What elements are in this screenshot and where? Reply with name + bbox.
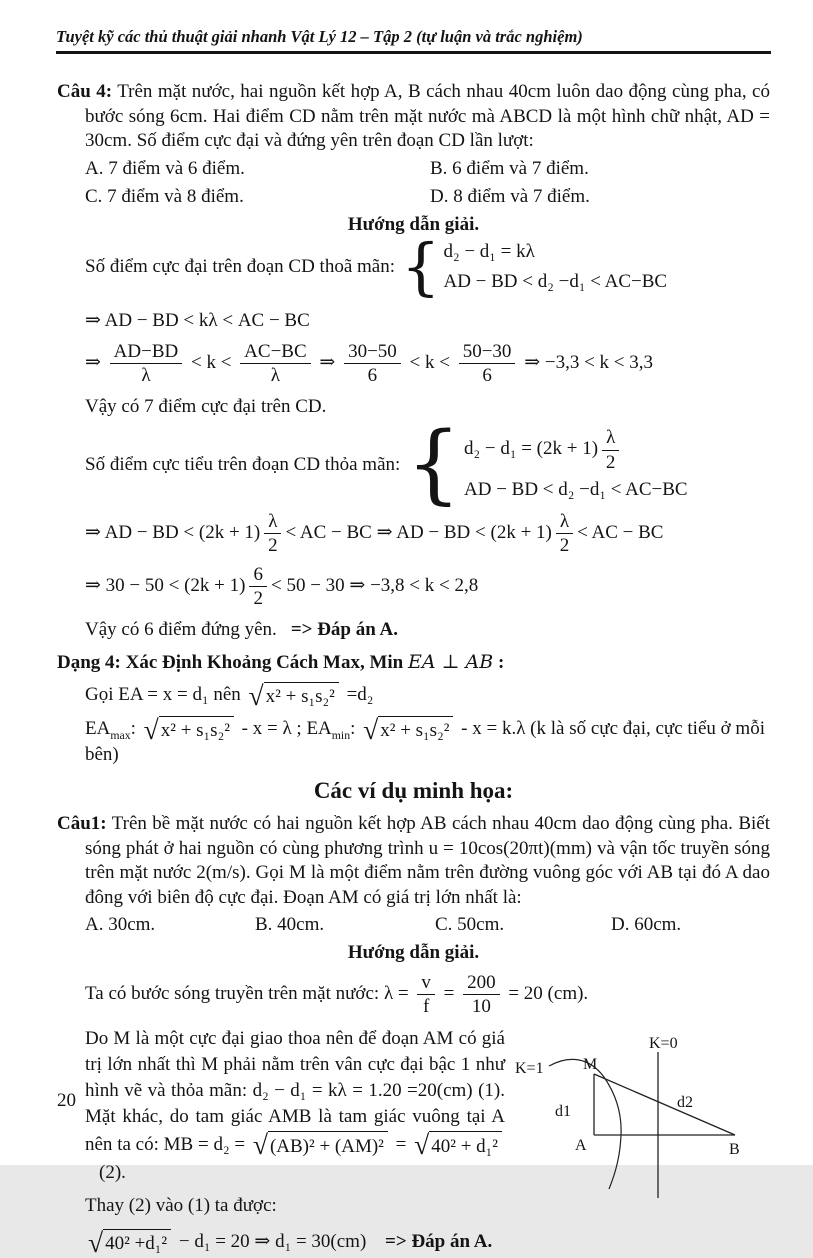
square-root: √ x² + s₁s₂² [363, 716, 453, 744]
lambda-line: Ta có bước sóng truyền trên mặt nước: λ = $\frac{v}{f}$ = $\frac{200}{10}$ = 20 (cm). [85, 972, 589, 1018]
figure-label-k1: K=1 [515, 1059, 544, 1077]
max-condition-cases [401, 229, 668, 303]
arrow: ⇒ [319, 352, 336, 374]
answer-a: => Đáp án A. [385, 1230, 493, 1252]
step-3: ⇒ AD − BD < (2k + 1) $\frac{\lambda}{2}$ < AC − BC ⇒ AD − BD < (2k + 1) $\frac{\lambda}{2}$ < AC − BC [85, 510, 664, 556]
fraction: $\frac{\lambda}{2}$ [264, 511, 281, 557]
segment-mb [594, 1074, 735, 1135]
page-header [56, 27, 771, 54]
relation: < k < [190, 352, 232, 374]
page-number: 20 [57, 1090, 76, 1111]
arrow: ⇒ [85, 352, 101, 374]
step-1: ⇒ AD − BD < kλ < AC − BC [85, 309, 310, 331]
question-1-text1: Trên bề mặt nước có hai nguồn kết hợp AB cách nhau 40cm dao động cùng pha. Biết sóng phát ở hai nguồn có cùng phương trình [85, 813, 770, 859]
min-condition-cases [406, 414, 688, 515]
answer-a: => Đáp án A. [290, 618, 398, 640]
ea-max-label: $EA_{max}$: [85, 717, 136, 742]
guide-heading-2: Hướng dẫn giải. [347, 942, 480, 964]
option-a: A. 30cm. [85, 913, 156, 935]
cases1-row1: d₂ − d₁ = kλ [443, 241, 535, 263]
step-4: ⇒ 30 − 50 < (2k + 1) $\frac{6}{2}$ < 50 − 30 ⇒ −3,8 < k < 2,8 [85, 564, 479, 610]
interference-figure [513, 1026, 769, 1212]
figure-label-k0: K=0 [649, 1034, 678, 1052]
question-1-text2: và vận tốc truyền sóng trên mặt nước 2(m/s). Gọi M là một điểm nằm trên đường vuông góc với AB tại đó A dao đông với biên độ cực đại. Đoạn AM có giá trị lớn nhất là: [85, 837, 771, 909]
solution-text-column [57, 1026, 505, 1257]
final-line: √ 40² +d₁² − d₁ = 20 ⇒ d₁ = 30(cm) => Đáp án A. [88, 1226, 493, 1258]
fraction: $\frac{\lambda}{2}$ [602, 427, 619, 473]
option-a: A. 7 điểm và 6 điểm. [85, 158, 245, 180]
page-content [57, 80, 770, 1256]
min-condition-line [85, 414, 770, 515]
k1-hyperbola-curve [549, 1059, 621, 1189]
cases-rows [443, 240, 667, 294]
fraction: $\frac{AD-BD}{\lambda}$ [110, 341, 183, 387]
figure-label-d2: d2 [677, 1093, 693, 1111]
question-4-label: Câu 4: [57, 81, 113, 102]
wave-equation: u = 10cos(20πt)(mm) [428, 837, 592, 859]
perpendicular-formula: EA ⊥ AB [408, 651, 494, 674]
question-4 [57, 80, 770, 154]
fraction: $\frac{50-30}{6}$ [459, 341, 516, 387]
option-d: D. 8 điểm và 7 điểm. [430, 185, 590, 207]
thay-line: Thay (2) vào (1) ta được: [85, 1194, 277, 1216]
option-b: B. 6 điểm và 7 điểm. [430, 158, 589, 180]
figure-label-m: M [583, 1055, 598, 1073]
max-condition-intro: Số điểm cực đại trên đoạn CD thoã mãn: [85, 255, 396, 277]
max-condition-line [85, 229, 770, 303]
solution-with-figure [57, 1026, 770, 1257]
square-root: √ 40² +d₁² [88, 1229, 171, 1257]
square-root: √ x² + s₁s₂² [249, 682, 339, 710]
cases-brace-icon: { [401, 229, 441, 303]
figure-label-a: A [575, 1136, 587, 1154]
question-4-text: Trên mặt nước, hai nguồn kết hợp A, B cách nhau 40cm luôn dao động cùng pha, có bước sóng 6cm. Hai điểm CD nằm trên mặt nước mà ABCD là một hình chữ nhật, AD = 30cm. Số điểm cực đại và đứng yên trên đoạn CD lần lượt: [85, 81, 770, 152]
result: ⇒ −3,3 < k < 3,3 [524, 352, 654, 374]
solution-paragraph: Do M là một cực đại giao thoa nên để đoạn AM có giá trị lớn nhất thì M phải nằm trên vân cực đại bậc 1 như hình vẽ và thỏa mãn: d₂ − d₁ = kλ = 1.20 =20(cm) (1). Mặt khác, do tam giác AMB là tam giác vuông tại A nên ta có: MB = d₂ = √ (AB)² + (AM)² = √ 40² + d₁² (2). [85, 1027, 505, 1183]
option-b: B. 40cm. [255, 913, 325, 935]
question-4-options [85, 157, 770, 209]
square-root: √ x² + s₁s₂² [144, 716, 234, 744]
step-2 [85, 341, 770, 387]
option-c: C. 7 điểm và 8 điểm. [85, 185, 244, 207]
examples-heading: Các ví dụ minh họa: [313, 778, 514, 804]
cases2-row2: AD − BD < d₂ −d₁ < AC−BC [464, 478, 688, 500]
question-1-label: Câu1: [57, 813, 107, 835]
fraction: $\frac{\lambda}{2}$ [556, 511, 573, 557]
square-root: √ (AB)² + (AM)² [253, 1131, 388, 1160]
fraction: $\frac{30-50}{6}$ [344, 341, 401, 387]
square-root: √ 40² + d₁² [414, 1131, 502, 1160]
conclusion-min: Vậy có 6 điểm đứng yên. => Đáp án A. [85, 618, 398, 640]
cases-rows [464, 427, 688, 502]
cases1-row2: AD − BD < d₂ −d₁ < AC−BC [443, 270, 668, 292]
dang-4-heading: Dạng 4: Xác Định Khoảng Cách Max, Min EA ⊥ AB : [57, 651, 505, 674]
fraction: $\frac{AC-BC}{\lambda}$ [240, 341, 310, 387]
option-c: C. 50cm. [435, 913, 505, 935]
fraction: $\frac{6}{2}$ [249, 564, 267, 610]
fraction: $\frac{v}{f}$ [417, 972, 435, 1018]
page-header-title: Tuyệt kỹ các thủ thuật giải nhanh Vật Lý 12 – Tập 2 (tự luận và trắc nghiệm) [56, 27, 583, 46]
option-d: D. 60cm. [611, 913, 682, 935]
figure-label-d1: d1 [555, 1102, 571, 1120]
conclusion-max: Vậy có 7 điểm cực đại trên CD. [85, 395, 327, 417]
question-1 [57, 812, 770, 911]
question-1-options [85, 913, 770, 938]
cases2-row1: d₂ − d₁ = (2k + 1) $\frac{\lambda}{2}$ [464, 427, 688, 473]
goi-line: Gọi EA = x = d₁ nên √ x² + s₁s₂² =d₂ [85, 680, 374, 712]
min-condition-intro: Số điểm cực tiểu trên đoạn CD thỏa mãn: [85, 453, 401, 475]
fraction: $\frac{200}{10}$ [463, 972, 500, 1018]
relation: < k < [409, 352, 450, 374]
figure-column [505, 1026, 770, 1257]
ea-maxmin-line: $EA_{max}$: √ x² + s₁s₂² - x = λ ; $EA_{min}$: √ x² + s₁s₂² - x = k.λ (k là số cực đại, cực tiểu ở mỗi bên) [85, 713, 765, 766]
figure-label-b: B [729, 1140, 740, 1158]
guide-heading-1: Hướng dẫn giải. [347, 214, 480, 236]
ea-min-label: $EA_{min}$: [306, 717, 356, 742]
cases-brace-icon: { [406, 414, 461, 515]
